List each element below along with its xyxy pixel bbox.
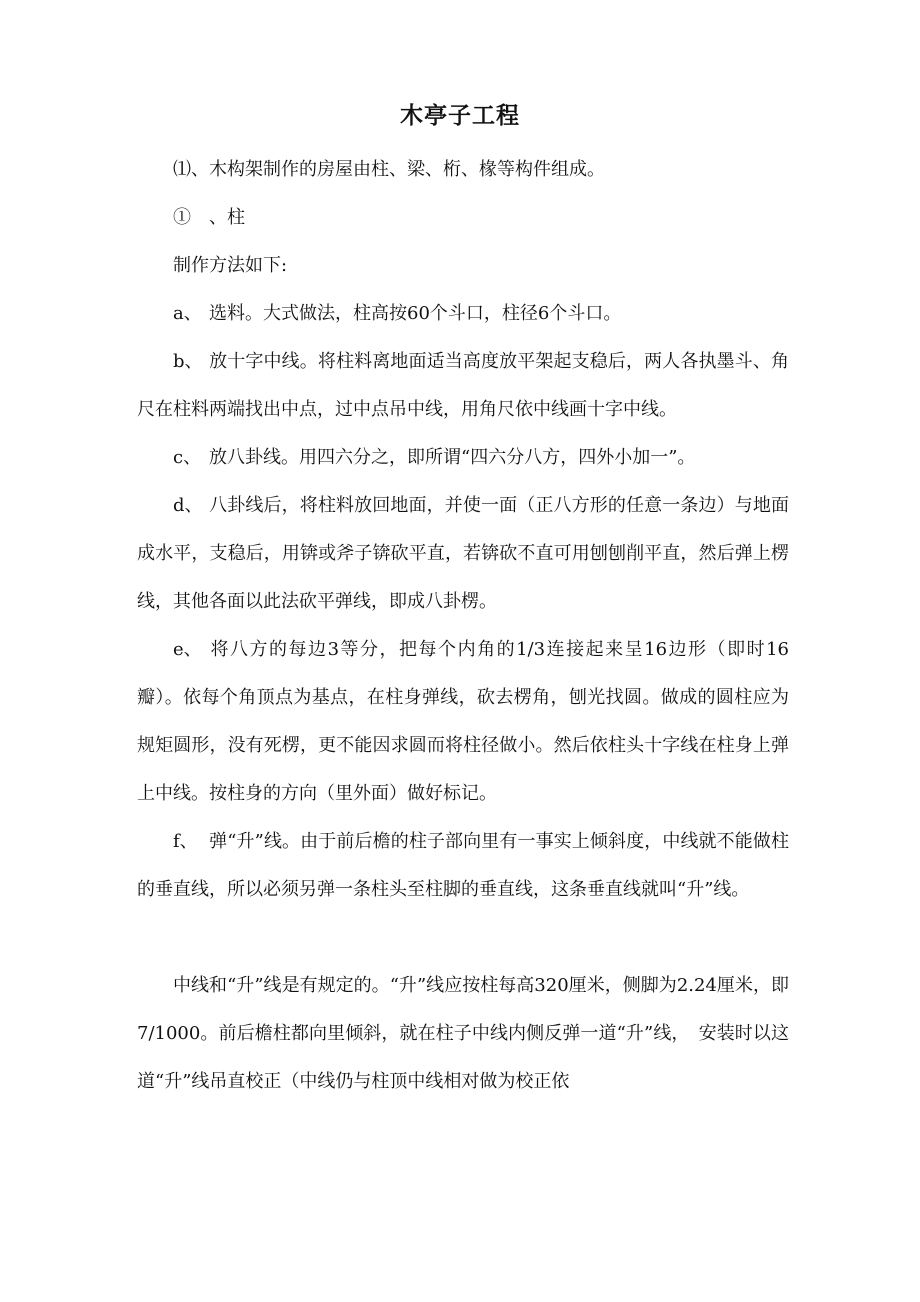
list-item-text: 选料。大式做法，柱高按60个斗口，柱径6个斗口。 xyxy=(209,303,622,324)
paragraph-sheng-line xyxy=(137,962,789,1106)
list-item-label: e、 xyxy=(173,639,202,660)
list-item-text: 放八卦线。用四六分之，即所谓“四六分八方，四外小加一”。 xyxy=(209,447,696,468)
document-title: 木亭子工程 xyxy=(400,103,520,129)
list-item-label: a、 xyxy=(173,303,202,324)
paragraph-text: 中线和“升”线是有规定的。“升”线应按柱每高320厘米，侧脚为2.24厘米，即7/1000。前后檐柱都向里倾斜，就在柱子中线内侧反弹一道“升”线， 安装时以这道“升”线吊直校正（中线仍与柱顶中线相对做为校正依 xyxy=(137,975,789,1092)
section-heading-text: ① 、柱 xyxy=(173,207,245,228)
paragraph-method xyxy=(137,242,789,290)
list-item-a xyxy=(137,290,789,338)
paragraph-text: ⑴、木构架制作的房屋由柱、梁、桁、椽等构件组成。 xyxy=(173,159,605,180)
list-item-b xyxy=(137,338,789,434)
paragraph-text: 制作方法如下: xyxy=(173,255,288,276)
list-item-text: 八卦线后，将柱料放回地面，并使一面（正八方形的任意一条边）与地面成水平，支稳后，用锛或斧子锛砍平直，若锛砍不直可用刨刨削平直，然后弹上楞线，其他各面以此法砍平弹线，即成八卦楞。 xyxy=(137,495,789,612)
list-item-label: c、 xyxy=(173,447,202,468)
section-heading-column xyxy=(137,194,789,242)
list-item-f xyxy=(137,818,789,914)
list-item-c xyxy=(137,434,789,482)
list-item-text: 将八方的每边3等分，把每个内角的1/3连接起来呈16边形（即时16瓣）。依每个角顶点为基点，在柱身弹线，砍去楞角，刨光找圆。做成的圆柱应为规矩圆形，没有死楞，更不能因求圆而将柱径做小。然后依柱头十字线在柱身上弹上中线。按柱身的方向（里外面）做好标记。 xyxy=(137,639,789,804)
list-item-d xyxy=(137,482,789,626)
list-item-label: d、 xyxy=(173,495,203,516)
list-item-label: b、 xyxy=(173,351,203,372)
paragraph-intro xyxy=(137,146,789,194)
list-item-text: 弹“升”线。由于前后檐的柱子部向里有一事实上倾斜度，中线就不能做柱的垂直线，所以必须另弹一条柱头至柱脚的垂直线，这条垂直线就叫“升”线。 xyxy=(137,831,789,900)
list-item-text: 放十字中线。将柱料离地面适当高度放平架起支稳后，两人各执墨斗、角尺在柱料两端找出中点，过中点吊中线，用角尺依中线画十字中线。 xyxy=(137,351,789,420)
list-item-label: f、 xyxy=(173,831,198,852)
list-item-e xyxy=(137,626,789,818)
